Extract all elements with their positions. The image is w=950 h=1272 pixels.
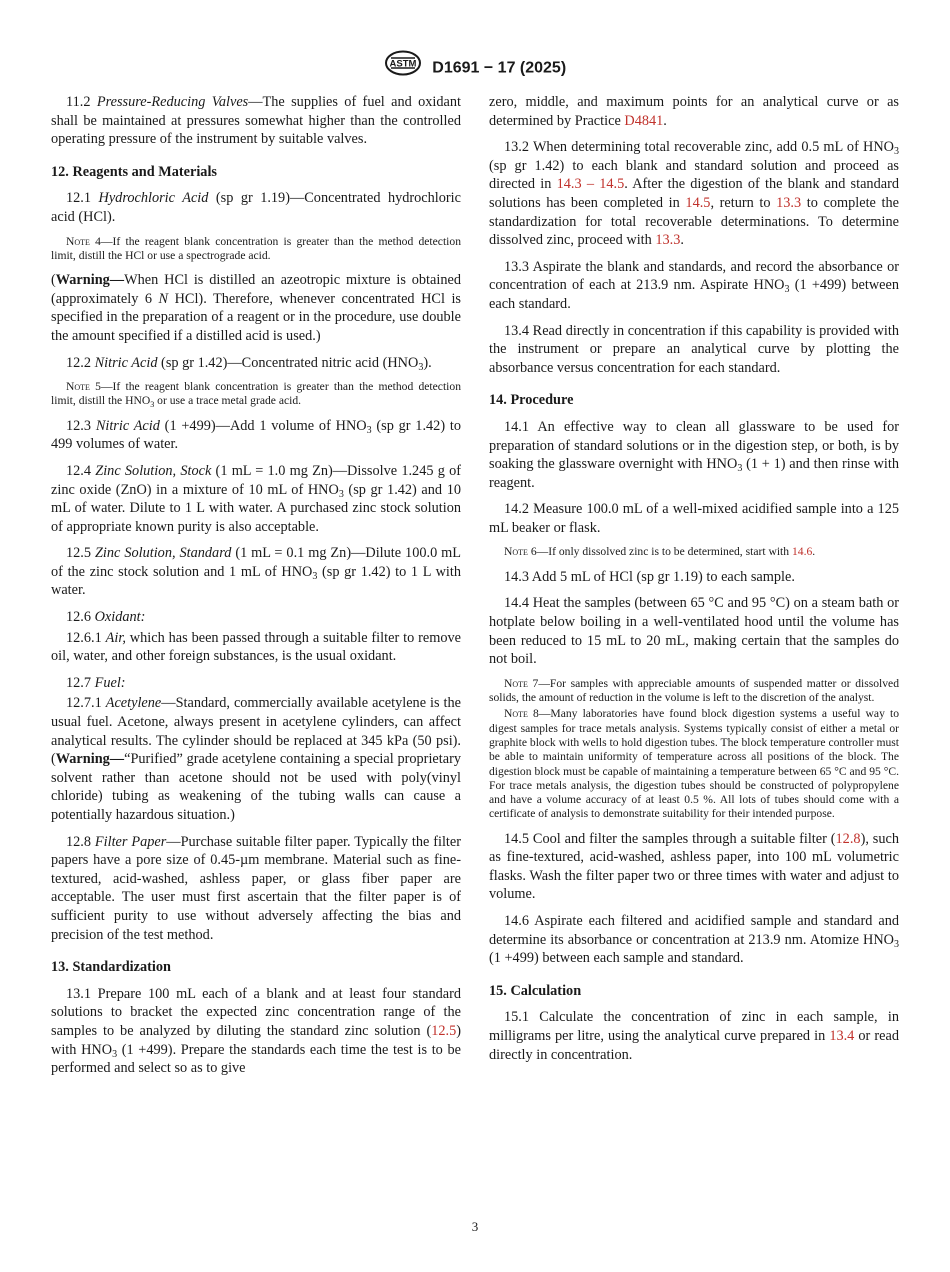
cross-reference-link[interactable]: D4841 (624, 112, 664, 129)
section-heading-14: 14. Procedure (489, 392, 574, 409)
note-6: Note 6—If only dissolved zinc is to be determined, start with 14.6. (504, 545, 816, 559)
section-14-4: 14.4 Heat the samples (between 65 °C and 95 °C) on a steam bath or hotplate below boiling in a well-ventilated hood until the volume has been reduced to 15 mL to 20 mL, making certain that the samples do not boil. (489, 595, 899, 668)
cross-reference-link[interactable]: 13.4 (829, 1028, 855, 1045)
section-12-2: 12.2 Nitric Acid (sp gr 1.42)—Concentrated nitric acid $(HNO_3)$. (66, 354, 432, 373)
note-label: Note (504, 545, 528, 559)
warning-hcl: (Warning—When HCl is distilled an azeotropic mixture is obtained (approximately 6 N HCl). Therefore, whenever concentrated HCl is specified in the preparation of a reagent or in the procedure, use double the amount specified if a distilled acid is used.) (51, 272, 461, 344)
section-15-1: 15.1 Calculate the concentration of zinc in each sample, in milligrams per litre, using the analytical curve prepared in 13.4 or read directly in concentration. (489, 1009, 899, 1063)
cross-reference-link[interactable]: 13.3 (776, 194, 802, 211)
section-12-6: 12.6 Oxidant: (66, 609, 146, 626)
section-heading-13: 13. Standardization (51, 959, 171, 976)
section-12-3: 12.3 Nitric Acid (1 +499)—Add 1 volume of $HNO_3$ (sp gr 1.42) to 499 volumes of water. (51, 417, 461, 453)
note-label: Note (66, 234, 90, 248)
note-8: Note 8—Many laboratories have found block digestion systems a useful way to digest samples for trace metals analysis. Systems typically consist of either a metal or graphite block with wells to hold digestion tubes. The block temperature controller must be able to maintain uniformity of temperature across all positions of the block. The digestion block must be capable of maintaining a temperature between 65 °C and 95 °C. For trace metals analysis, the digestion tubes should be constructed of polypropylene and have a volume accuracy of at least 0.5 %. All lots of tubes should come with a certificate of analysis to demonstrate suitability for their intended purpose. (489, 707, 899, 821)
section-12-7: 12.7 Fuel: (66, 674, 126, 691)
page-number: 3 (471, 1219, 479, 1234)
section-13-1: 13.1 Prepare 100 mL each of a blank and at least four standard solutions to bracket the expected zinc concentration range of the samples to be analyzed by diluting the standard zinc solution (12.5) with $HNO_3$ (1 +499). Prepare the standards each time the test is to be performed and select so as to give (51, 985, 461, 1077)
section-12-5: 12.5 Zinc Solution, Standard (1 mL = 0.1 mg Zn)—Dilute 100.0 mL of the zinc stock solution and 1 mL of $HNO_3$ (sp gr 1.42) to 1 L with water. (51, 545, 462, 599)
cross-reference-link[interactable]: 14.6 (791, 545, 813, 559)
section-12-7-1: 12.7.1 Acetylene—Standard, commercially available acetylene is the usual fuel. Acetone, always present in acetylene cylinders, can affect analytical results. The cylinder should be replaced at 345 kPa (50 psi). (Warning—“Purified” grade acetylene containing a special proprietary solvent rather than acetone should not be used with poly(vinyl chloride) tubing as weakening of the tubing walls can cause a potentially hazardous situation.) (51, 695, 461, 823)
left-column (51, 93, 461, 1086)
section-12-1: 12.1 Hydrochloric Acid (sp gr 1.19)—Concentrated hydrochloric acid (HCl). (51, 190, 462, 225)
section-heading-15: 15. Calculation (489, 982, 582, 999)
astm-logo-icon (384, 50, 422, 81)
note-label: Note (66, 380, 90, 394)
section-14-1: 14.1 An effective way to clean all glassware to be used for preparation of standard solutions or in the digestion step, or both, is by soaking the glassware overnight with $HNO_3$ (1 + 1) and then rinse with reagent. (489, 418, 899, 491)
section-12-6-1: 12.6.1 Air, which has been passed through a suitable filter to remove oil, water, and other foreign substances, is the usual oxidant. (51, 629, 461, 665)
section-13-1-continued: zero, middle, and maximum points for an analytical curve or as determined by Practice D4841. (489, 94, 899, 129)
note-label: Note (504, 707, 528, 721)
cross-reference-link[interactable]: 12.5 (431, 1022, 457, 1039)
note-4: Note 4—If the reagent blank concentration is greater than the method detection limit, distill the HCl or use a spectrograde acid. (51, 234, 461, 262)
note-7: Note 7—For samples with appreciable amounts of suspended matter or dissolved solids, the amount of reduction in the volume is left to the discretion of the analyst. (489, 676, 899, 705)
section-11-2: 11.2 Pressure-Reducing Valves—The supplies of fuel and oxidant shall be maintained at pressures somewhat higher than the controlled operating pressure of the instrument by suitable valves. (51, 94, 461, 148)
right-column (489, 93, 899, 1072)
svg-text:ASTM: ASTM (389, 58, 417, 70)
section-14-3: 14.3 Add 5 mL of HCl (sp gr 1.19) to each sample. (504, 568, 795, 585)
cross-reference-link[interactable]: 14.5 (685, 194, 711, 211)
page-header (0, 56, 950, 81)
section-12-4: 12.4 Zinc Solution, Stock (1 mL = 1.0 mg Zn)—Dissolve 1.245 g of zinc oxide (ZnO) in a mixture of 10 mL of $HNO_3$ (sp gr 1.42) and 10 mL of water. Dilute to 1 L with water. A purchased zinc stock solution of appropriate known purity is also acceptable. (51, 462, 462, 535)
note-label: Note (504, 676, 528, 690)
section-13-3: 13.3 Aspirate the blank and standards, and record the absorbance or concentration of each at 213.9 nm. Aspirate $HNO_3$ (1 +499) between each standard. (489, 258, 899, 312)
section-13-2: 13.2 When determining total recoverable zinc, add 0.5 mL of $HNO_3$ (sp gr 1.42) to each blank and standard solution and proceed as directed in 14.3 – 14.5. After the digestion of the blank and standard solutions has been completed in 14.5, return to 13.3 to complete the standardization for total recoverable determinations. To determine dissolved zinc, proceed with 13.3. (489, 139, 899, 249)
section-13-4: 13.4 Read directly in concentration if this capability is provided with the instrument or prepare an analytical curve by plotting the absorbance versus concentration for each standard. (489, 322, 899, 376)
cross-reference-link[interactable]: 12.8 (835, 830, 861, 847)
note-5: Note 5—If the reagent blank concentration is greater than the method detection limit, distill the $HNO_3$ or use a trace metal grade acid. (51, 380, 461, 410)
section-heading-12: 12. Reagents and Materials (51, 163, 217, 180)
section-14-6: 14.6 Aspirate each filtered and acidified sample and standard and determine its absorbance or concentration at 213.9 nm. Atomize $HNO_3$ (1 +499) between each sample and standard. (489, 913, 899, 967)
section-14-2: 14.2 Measure 100.0 mL of a well-mixed acidified sample into a 125 mL beaker or flask. (489, 501, 899, 536)
document-designation: D1691 − 17 (2025) (432, 59, 567, 77)
cross-reference-link[interactable]: 13.3 (655, 232, 681, 249)
cross-reference-link[interactable]: 14.3 – 14.5 (556, 176, 625, 193)
section-14-5: 14.5 Cool and filter the samples through a suitable filter (12.8), such as fine-textured, acid-washed, ashless paper, into 100 mL volumetric flasks. Wash the filter paper two or three times with water and adjust to volume. (489, 830, 899, 903)
section-12-8: 12.8 Filter Paper—Purchase suitable filter paper. Typically the filter papers have a pore size of 0.45-µm membrane. Material such as fine-textured, acid-washed, ashless paper, or glass fiber paper are acceptable. The user must first ascertain that the filter paper is of sufficient purity to use without adversely affecting the bias and precision of the test method. (51, 833, 462, 943)
